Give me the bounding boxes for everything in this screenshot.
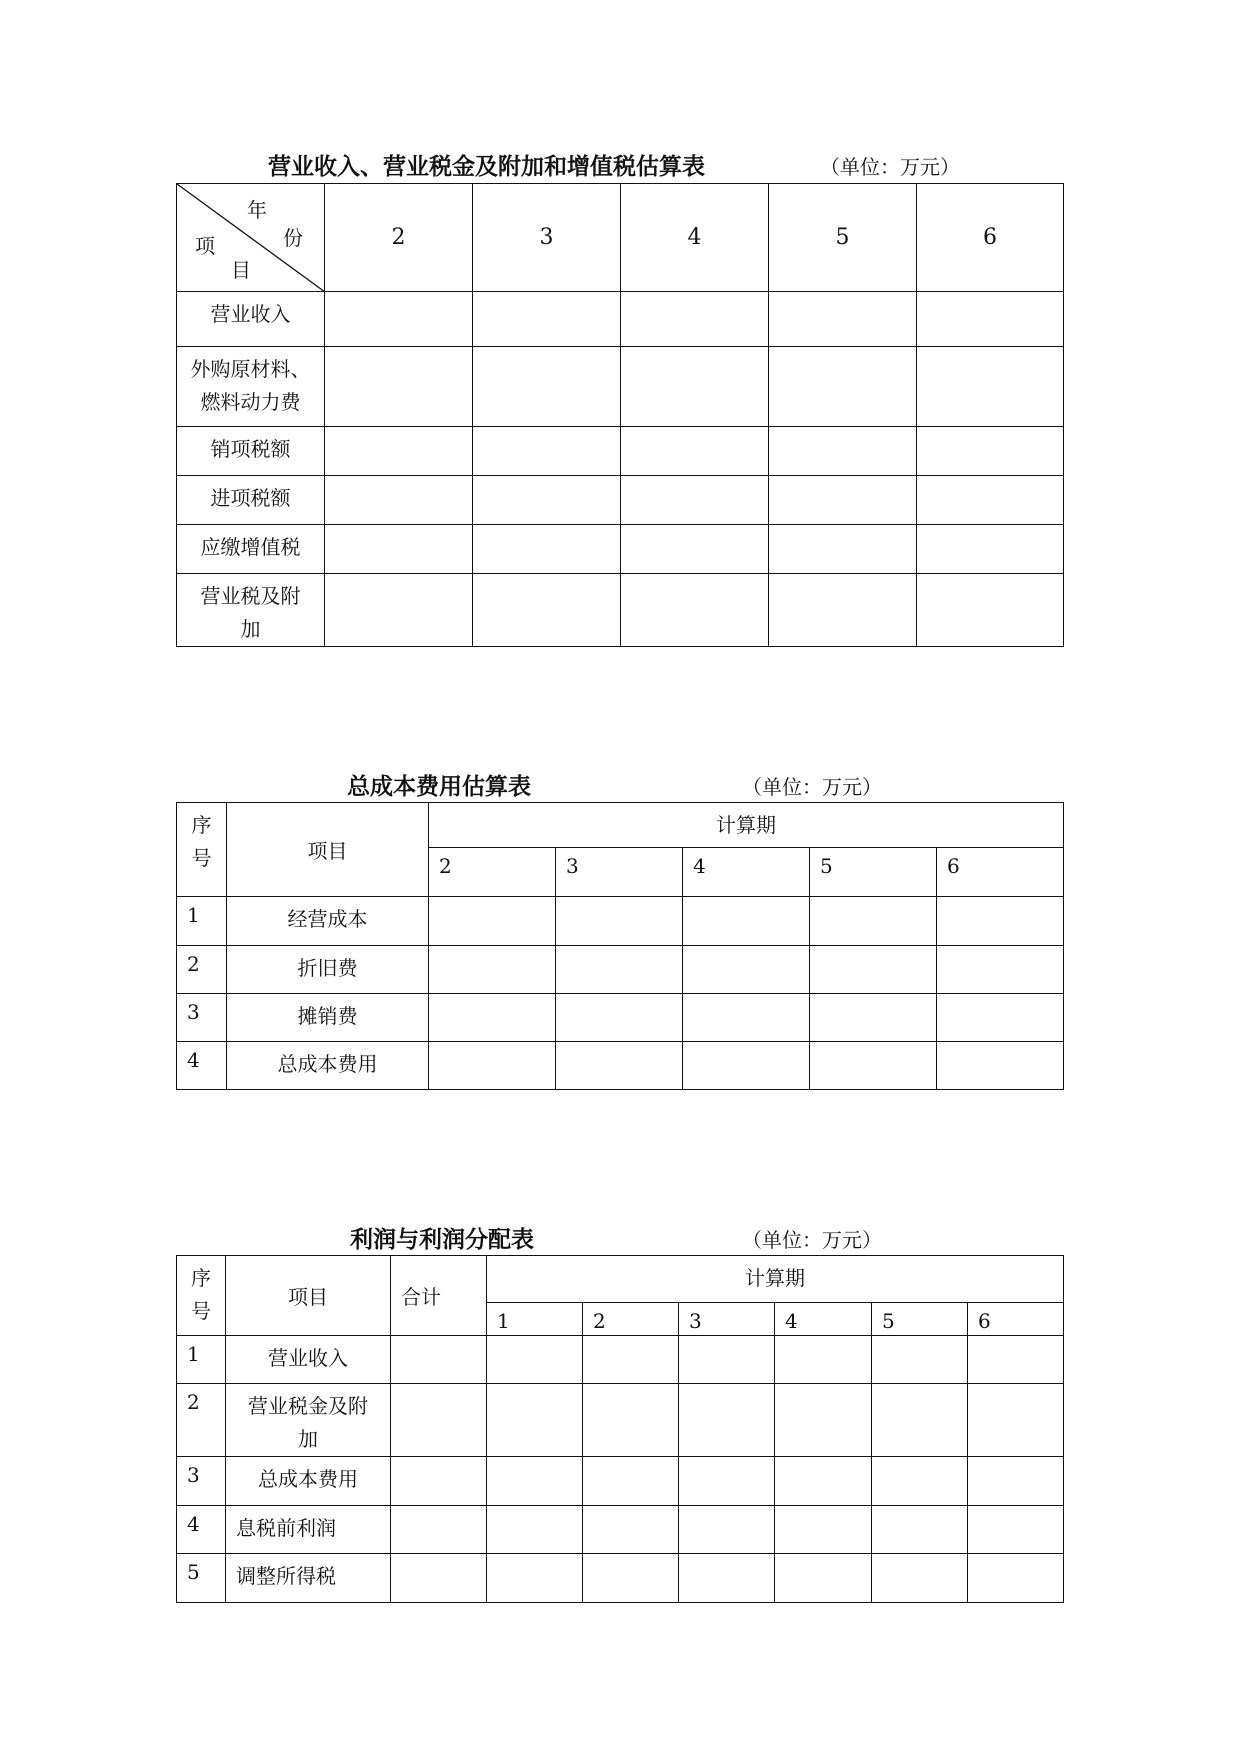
value-cell[interactable] [583, 1457, 679, 1506]
value-cell[interactable] [917, 347, 1064, 427]
period-number: 1 [487, 1303, 583, 1336]
year-header: 2 [325, 184, 473, 292]
table2-title: 总成本费用估算表 [347, 773, 531, 800]
value-cell[interactable] [429, 897, 556, 946]
period-number: 2 [429, 848, 556, 897]
value-cell[interactable] [769, 525, 917, 574]
value-cell[interactable] [556, 946, 683, 994]
value-cell[interactable] [621, 476, 769, 525]
row-item: 折旧费 [227, 946, 429, 994]
period-number: 6 [937, 848, 1064, 897]
row-number: 2 [177, 1384, 226, 1457]
value-cell[interactable] [325, 427, 473, 476]
row-item [226, 1336, 391, 1384]
seq-header-text: 序 [191, 813, 212, 837]
seq-header-text: 序 [191, 1266, 211, 1290]
value-cell[interactable] [487, 1554, 583, 1603]
row-number: 1 [177, 897, 227, 946]
row-label-text: 进项税额 [210, 486, 291, 510]
total-cell[interactable] [391, 1506, 487, 1554]
value-cell[interactable] [917, 574, 1064, 647]
value-cell[interactable] [556, 1042, 683, 1090]
total-cell[interactable] [391, 1457, 487, 1506]
row-item-text: 营业税金及附 [248, 1394, 368, 1418]
row-item [226, 1384, 391, 1457]
value-cell[interactable] [775, 1506, 872, 1554]
value-cell[interactable] [429, 994, 556, 1042]
row-label-text: 应缴增值税 [200, 535, 301, 559]
row-number: 5 [177, 1554, 226, 1603]
value-cell[interactable] [487, 1384, 583, 1457]
value-cell[interactable] [621, 427, 769, 476]
table1-title: 营业收入、营业税金及附加和增值税估算表 [268, 153, 705, 180]
diagonal-header-cell [177, 184, 325, 292]
value-cell[interactable] [679, 1506, 775, 1554]
value-cell[interactable] [325, 292, 473, 347]
period-number: 4 [683, 848, 810, 897]
value-cell[interactable] [473, 427, 621, 476]
value-cell[interactable] [679, 1457, 775, 1506]
value-cell[interactable] [583, 1336, 679, 1384]
seq-header-text: 号 [191, 846, 212, 870]
row-label-output-tax [177, 427, 325, 476]
row-item-text: 总成本费用 [258, 1467, 358, 1491]
value-cell[interactable] [621, 292, 769, 347]
value-cell[interactable] [917, 292, 1064, 347]
period-header: 计算期 [429, 803, 1064, 848]
value-cell[interactable] [683, 946, 810, 994]
value-cell[interactable] [325, 347, 473, 427]
value-cell[interactable] [683, 897, 810, 946]
total-cell[interactable] [391, 1336, 487, 1384]
value-cell[interactable] [473, 525, 621, 574]
corner-part-label: 份 [283, 226, 303, 250]
table1-unit: （单位：万元） [820, 155, 960, 179]
year-header: 6 [917, 184, 1064, 292]
value-cell[interactable] [487, 1457, 583, 1506]
row-number: 1 [177, 1336, 226, 1384]
year-header: 3 [473, 184, 621, 292]
value-cell[interactable] [810, 897, 937, 946]
value-cell[interactable] [810, 994, 937, 1042]
row-label-text: 加 [240, 617, 261, 641]
value-cell[interactable] [621, 574, 769, 647]
period-number: 2 [583, 1303, 679, 1336]
value-cell[interactable] [679, 1554, 775, 1603]
row-number: 2 [177, 946, 227, 994]
value-cell[interactable] [917, 427, 1064, 476]
value-cell[interactable] [872, 1457, 968, 1506]
row-item [226, 1506, 391, 1554]
value-cell[interactable] [917, 525, 1064, 574]
row-label-vat-payable [177, 525, 325, 574]
value-cell[interactable] [968, 1554, 1064, 1603]
row-item [226, 1457, 391, 1506]
year-header: 4 [621, 184, 769, 292]
period-number: 5 [810, 848, 937, 897]
value-cell[interactable] [556, 897, 683, 946]
value-cell[interactable] [872, 1554, 968, 1603]
value-cell[interactable] [769, 427, 917, 476]
row-item: 总成本费用 [227, 1042, 429, 1090]
value-cell[interactable] [968, 1457, 1064, 1506]
value-cell[interactable] [583, 1554, 679, 1603]
table3-unit: （单位：万元） [742, 1228, 882, 1252]
row-item-text: 营业收入 [268, 1346, 348, 1370]
value-cell[interactable] [473, 347, 621, 427]
row-label-materials [177, 347, 325, 427]
row-number: 3 [177, 1457, 226, 1506]
value-cell[interactable] [683, 994, 810, 1042]
row-number: 4 [177, 1506, 226, 1554]
value-cell[interactable] [556, 994, 683, 1042]
row-label-text: 燃料动力费 [200, 390, 301, 414]
value-cell[interactable] [679, 1336, 775, 1384]
value-cell[interactable] [325, 476, 473, 525]
value-cell[interactable] [473, 292, 621, 347]
total-cell[interactable] [391, 1384, 487, 1457]
value-cell[interactable] [769, 347, 917, 427]
table2-unit: （单位：万元） [742, 775, 882, 799]
row-number: 3 [177, 994, 227, 1042]
value-cell[interactable] [473, 476, 621, 525]
value-cell[interactable] [937, 994, 1064, 1042]
value-cell[interactable] [872, 1336, 968, 1384]
value-cell[interactable] [679, 1384, 775, 1457]
value-cell[interactable] [683, 1042, 810, 1090]
value-cell[interactable] [775, 1384, 872, 1457]
corner-mu-label: 目 [231, 258, 251, 282]
row-item-text: 息税前利润 [236, 1516, 336, 1540]
total-header: 合计 [391, 1256, 487, 1336]
period-number: 6 [968, 1303, 1064, 1336]
period-header: 计算期 [487, 1256, 1064, 1303]
value-cell[interactable] [810, 946, 937, 994]
total-cost-table [176, 802, 1064, 1090]
value-cell[interactable] [810, 1042, 937, 1090]
value-cell[interactable] [473, 574, 621, 647]
value-cell[interactable] [968, 1506, 1064, 1554]
corner-year-label: 年 [247, 198, 267, 222]
value-cell[interactable] [487, 1336, 583, 1384]
value-cell[interactable] [487, 1506, 583, 1554]
row-label-revenue [177, 292, 325, 347]
seq-header [177, 1256, 226, 1336]
profit-distribution-table [176, 1255, 1064, 1603]
value-cell[interactable] [769, 476, 917, 525]
value-cell[interactable] [917, 476, 1064, 525]
row-label-text: 外购原材料、 [190, 357, 311, 381]
row-item: 经营成本 [227, 897, 429, 946]
row-item [226, 1554, 391, 1603]
period-number: 4 [775, 1303, 872, 1336]
period-number: 5 [872, 1303, 968, 1336]
seq-header-text: 号 [191, 1299, 211, 1323]
value-cell[interactable] [872, 1384, 968, 1457]
row-number: 4 [177, 1042, 227, 1090]
year-header: 5 [769, 184, 917, 292]
row-item: 摊销费 [227, 994, 429, 1042]
value-cell[interactable] [429, 1042, 556, 1090]
period-number: 3 [679, 1303, 775, 1336]
row-label-text: 销项税额 [210, 437, 291, 461]
row-label-input-tax [177, 476, 325, 525]
value-cell[interactable] [775, 1554, 872, 1603]
value-cell[interactable] [872, 1506, 968, 1554]
value-cell[interactable] [775, 1457, 872, 1506]
value-cell[interactable] [621, 347, 769, 427]
value-cell[interactable] [325, 574, 473, 647]
seq-header [177, 803, 227, 897]
corner-item-label: 项 [195, 234, 215, 258]
revenue-tax-table [176, 183, 1064, 647]
table3-title: 利润与利润分配表 [350, 1226, 534, 1253]
value-cell[interactable] [325, 525, 473, 574]
row-item-text: 加 [298, 1427, 318, 1451]
value-cell[interactable] [429, 946, 556, 994]
value-cell[interactable] [583, 1384, 679, 1457]
value-cell[interactable] [937, 897, 1064, 946]
value-cell[interactable] [937, 946, 1064, 994]
row-label-business-tax [177, 574, 325, 647]
value-cell[interactable] [769, 574, 917, 647]
row-label-text: 营业收入 [210, 302, 291, 326]
value-cell[interactable] [968, 1384, 1064, 1457]
row-label-text: 营业税及附 [200, 584, 301, 608]
value-cell[interactable] [968, 1336, 1064, 1384]
value-cell[interactable] [621, 525, 769, 574]
value-cell[interactable] [775, 1336, 872, 1384]
row-item-text: 调整所得税 [236, 1564, 336, 1588]
period-number: 3 [556, 848, 683, 897]
item-header: 项目 [227, 803, 429, 897]
value-cell[interactable] [583, 1506, 679, 1554]
value-cell[interactable] [937, 1042, 1064, 1090]
item-header: 项目 [226, 1256, 391, 1336]
value-cell[interactable] [769, 292, 917, 347]
total-cell[interactable] [391, 1554, 487, 1603]
